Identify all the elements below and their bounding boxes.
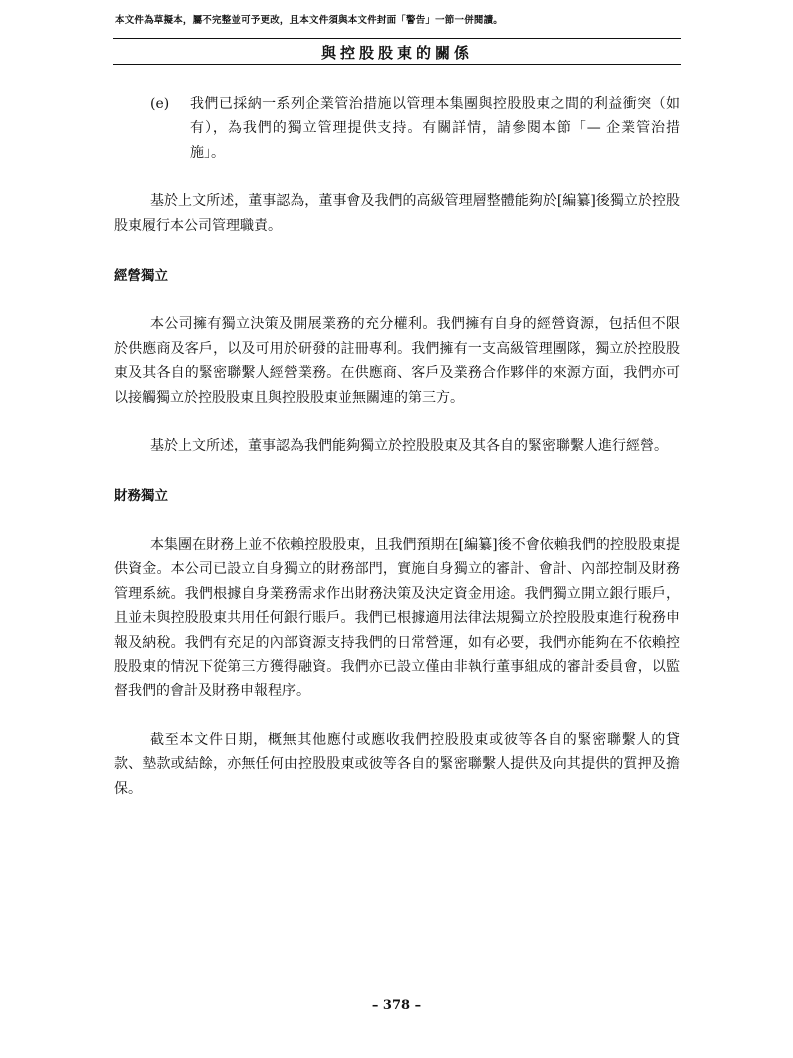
paragraph-financial-2: 截至本文件日期，概無其他應付或應收我們控股股東或彼等各自的緊密聯繫人的貸款、墊款或結餘，亦無任何由控股股東或彼等各自的緊密聯繫人提供及向其提供的質押及擔保。 <box>114 731 680 797</box>
list-item-text: 我們已採納一系列企業管治措施以管理本集團與控股股東之間的利益衝突（如有），為我們的獨立管理提供支持。有關詳情，請參閱本節「— 企業管治措施」。 <box>190 96 680 161</box>
document-body <box>114 92 680 801</box>
paragraph-management-conclusion: 基於上文所述，董事認為，董事會及我們的高級管理層整體能夠於[編纂]後獨立於控股股東履行本公司管理職責。 <box>114 193 680 234</box>
spacer <box>114 288 680 312</box>
page-number: – 378 – <box>371 998 422 1013</box>
paragraph-operational-1: 本公司擁有獨立決策及開展業務的充分權利。我們擁有自身的經營資源，包括但不限於供應商及客戶，以及可用於研發的註冊專利。我們擁有一支高級管理團隊，獨立於控股股東及其各自的緊密聯繫人經營業務。在供應商、客戶及業務合作夥伴的來源方面，我們亦可以接觸獨立於控股股東且與控股股東並無關連的第三方。 <box>114 316 680 406</box>
spacer <box>114 410 680 434</box>
spacer <box>114 458 680 484</box>
header-top-rule <box>113 38 681 39</box>
spacer <box>114 509 680 533</box>
list-item-label: (e) <box>150 96 170 112</box>
heading-financial-independence: 財務獨立 <box>114 488 168 505</box>
draft-disclaimer: 本文件為草擬本，屬不完整並可予更改，且本文件須與本文件封面「警告」一節一併閱讀。 <box>115 15 504 26</box>
section-title: 與控股股東的關係 <box>320 44 473 62</box>
header-bottom-rule <box>113 64 681 65</box>
spacer <box>114 704 680 728</box>
paragraph-operational-2: 基於上文所述，董事認為我們能夠獨立於控股股東及其各自的緊密聯繫人進行經營。 <box>150 438 668 455</box>
paragraph-financial-1: 本集團在財務上並不依賴控股股東，且我們預期在[編纂]後不會依賴我們的控股股東提供資金。本公司已設立自身獨立的財務部門，實施自身獨立的審計、會計、內部控制及財務管理系統。我們根據自身業務需求作出財務決策及決定資金用途。我們獨立開立銀行賬戶，且並未與控股股東共用任何銀行賬戶。我們已根據適用法律法規獨立於控股股東進行稅務申報及納稅。我們有充足的內部資源支持我們的日常營運，如有必要，我們亦能夠在不依賴控股股東的情況下從第三方獲得融資。我們亦已設立僅由非執行董事組成的審計委員會，以監督我們的會計及財務申報程序。 <box>114 536 680 700</box>
spacer <box>114 165 680 189</box>
spacer <box>114 238 680 264</box>
list-item-e <box>150 92 680 165</box>
heading-operational-independence: 經營獨立 <box>114 268 168 285</box>
